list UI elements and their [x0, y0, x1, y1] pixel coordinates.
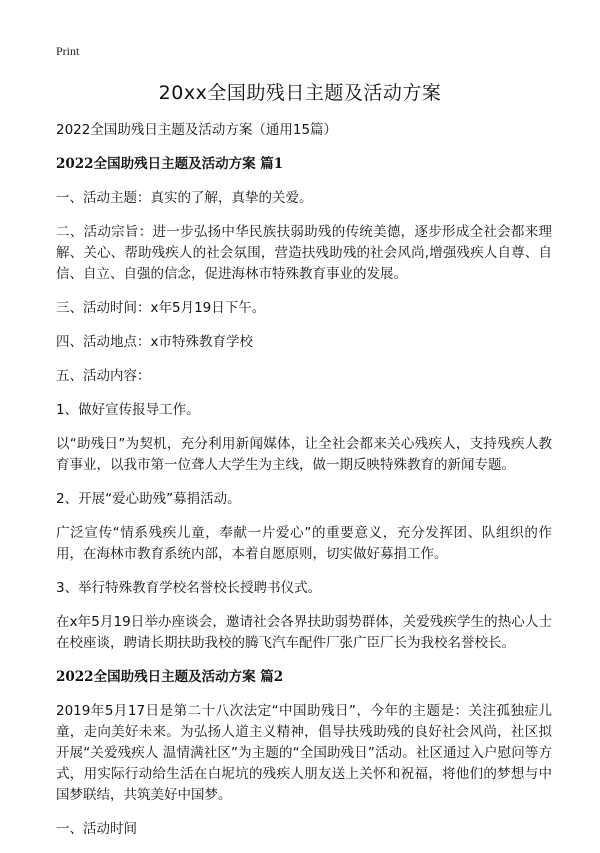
- paragraph: 二、活动宗旨：进一步弘扬中华民族扶弱助残的传统美德，逐步形成全社会都来理解、关心、帮助残疾人的社会氛围，营造扶残助残的社会风尚,增强残疾人自尊、自信、自立、自强的信念，促进海林市特殊教育事业的发展。: [56, 224, 552, 282]
- section-heading-2: 2022全国助残日主题及活动方案 篇2: [56, 669, 284, 685]
- paragraph: 一、活动时间: [56, 821, 137, 837]
- paragraph: 四、活动地点：x市特殊教育学校: [56, 334, 253, 350]
- page-title: 20xx全国助残日主题及活动方案: [158, 82, 442, 104]
- print-link[interactable]: Print: [56, 44, 80, 58]
- paragraph: 以“助残日”为契机，充分利用新闻媒体，让全社会都来关心残疾人，支持残疾人教育事业，以我市第一位聋人大学生为主线，做一期反映特殊教育的新闻专题。: [56, 436, 552, 473]
- paragraph: 一、活动主题：真实的了解，真挚的关爱。: [56, 190, 313, 206]
- paragraph: 广泛宣传“情系残疾儿童，奉献一片爱心”的重要意义，充分发挥团、队组织的作用，在海林市教育系统内部，本着自愿原则，切实做好募捐工作。: [56, 525, 552, 562]
- paragraph: 五、活动内容：: [56, 368, 151, 384]
- paragraph: 在x年5月19日举办座谈会，邀请社会各界扶助弱势群体，关爱残疾学生的热心人士在校座谈，聘请长期扶助我校的腾飞汽车配件厂张广臣厂长为我校名誉校长。: [56, 614, 552, 651]
- document-subtitle: 2022全国助残日主题及活动方案（通用15篇）: [56, 122, 338, 138]
- paragraph: 2、开展“爱心助残”募捐活动。: [56, 491, 241, 507]
- document-body: [56, 120, 552, 853]
- paragraph: 2019年5月17日是第二十八次法定“中国助残日”，今年的主题是：关注孤独症儿童，走向美好未来。为弘扬人道主义精神，倡导扶残助残的良好社会风尚，社区拟开展“关爱残疾人 温情满社区”为主题的“全国助残日”活动。社区通过入户慰问等方式，用实际行动给生活在白坭坑的残疾人朋友送上关怀和祝福，将他们的梦想与中国梦联结，共筑美好中国梦。: [56, 703, 552, 803]
- paragraph: 1、做好宣传报导工作。: [56, 402, 200, 418]
- paragraph: 3、举行特殊教育学校名誉校长授聘书仪式。: [56, 580, 322, 596]
- section-heading-1: 2022全国助残日主题及活动方案 篇1: [56, 156, 284, 172]
- paragraph: 三、活动时间：x年5月19日下午。: [56, 300, 266, 316]
